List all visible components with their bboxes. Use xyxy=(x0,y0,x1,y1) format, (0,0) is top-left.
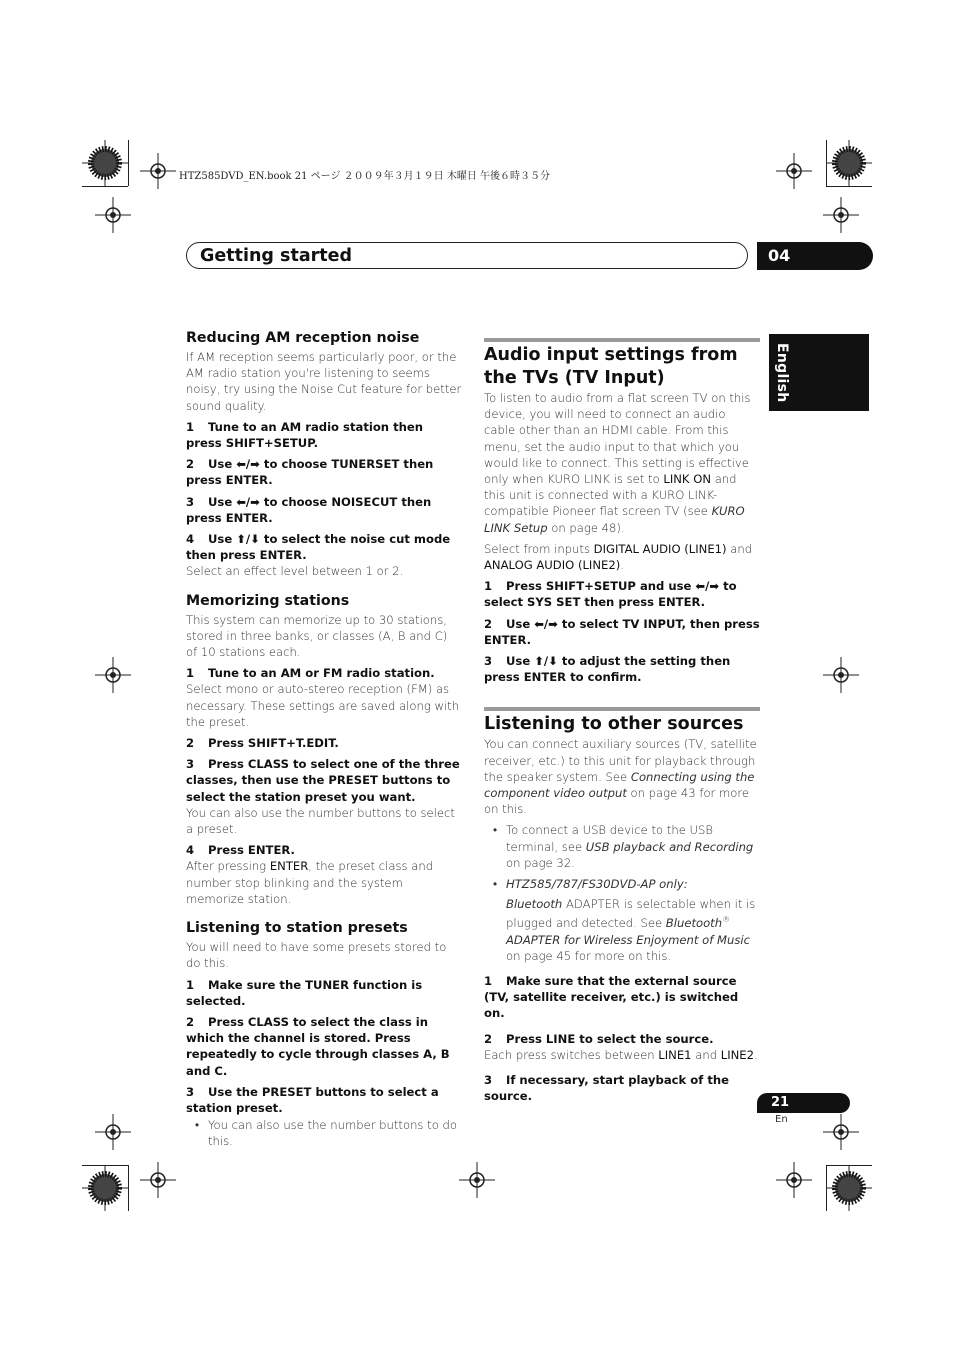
memorizing-step-1-note: Select mono or auto-stereo reception (FM) as necessary. These settings are saved along with the preset. xyxy=(186,682,460,729)
other-sources-step-2-note xyxy=(484,1047,760,1063)
text: ADAPTER is selectable when it is plugged and detected. See xyxy=(506,897,756,931)
text: on page 32. xyxy=(506,855,575,870)
registered-mark: ® xyxy=(722,915,731,925)
memorizing-step-4 xyxy=(186,842,462,858)
heading-memorizing-stations: Memorizing stations xyxy=(186,592,350,609)
text: on page 45 for more on this. xyxy=(506,948,672,963)
memorizing-step-1 xyxy=(186,665,462,681)
crosshair-mark-upper-right xyxy=(823,197,859,233)
step-text: Press LINE to select the source. xyxy=(506,1031,714,1046)
text: . xyxy=(620,558,624,573)
step-text: Use ⬆/⬇ to adjust the setting then press ENTER to confirm. xyxy=(484,654,731,685)
step-number: 2 xyxy=(186,457,195,472)
bullet-dot: • xyxy=(493,823,498,838)
model-note: HTZ585/787/FS30DVD-AP only: xyxy=(506,877,688,892)
other-sources-step-1 xyxy=(484,973,760,1022)
trim-line-br-v xyxy=(826,1165,827,1211)
audio-input-intro xyxy=(484,390,760,536)
audio-input-step-2 xyxy=(484,616,760,648)
step-number: 3 xyxy=(186,757,195,772)
trim-line-bl-v xyxy=(128,1165,129,1211)
step-text: Press ENTER. xyxy=(208,843,295,858)
crosshair-mark-bottom-right xyxy=(776,1162,812,1198)
registration-mark-bottom-left-disc xyxy=(82,1165,128,1211)
page-language: En xyxy=(775,1114,788,1125)
heading-audio-input-settings: Audio input settings from the TVs (TV Input) xyxy=(484,345,738,388)
listening-bullet xyxy=(186,1117,462,1149)
reducing-step-4 xyxy=(186,531,462,563)
chapter-number: 04 xyxy=(768,246,791,265)
step-text: Press CLASS to select one of the three classes, then use the PRESET buttons to select the station preset you want. xyxy=(186,757,460,804)
text: Each press switches between xyxy=(484,1047,659,1062)
note-key: ENTER xyxy=(269,859,309,874)
audio-input-step-3 xyxy=(484,653,760,685)
cross-reference: KURO LINK Setup xyxy=(484,504,745,535)
text-key: LINE2 xyxy=(720,1047,755,1062)
reducing-step-2 xyxy=(186,456,462,488)
step-text: Use ⬅/➡ to select TV INPUT, then press ENTER. xyxy=(484,616,760,647)
page-number: 21 xyxy=(771,1095,790,1110)
crosshair-mark-upper-left xyxy=(95,197,131,233)
registration-mark-top-right-disc xyxy=(826,140,872,186)
left-column xyxy=(186,329,462,1150)
text: You can connect auxiliary sources (TV, satellite receiver, etc.) to this unit for playback through the speaker system. See xyxy=(484,737,757,784)
step-number: 2 xyxy=(484,616,493,631)
registration-mark-top-left-disc xyxy=(82,140,128,186)
section-title: Getting started xyxy=(200,246,353,266)
listening-intro: You will need to have some presets stored to do this. xyxy=(186,940,447,971)
chapter-number-tab xyxy=(757,242,873,270)
reducing-step-3 xyxy=(186,494,462,526)
text: To listen to audio from a flat screen TV on this device, you will need to connect an audio cable other than an HDMI cable. From this menu, set the audio input to that which you would like to connect. This setting is effective only when KURO LINK is set to xyxy=(484,391,751,487)
other-sources-step-2 xyxy=(484,1031,760,1047)
section-rule xyxy=(484,707,760,711)
step-text: Press SHIFT+SETUP and use ⬅/➡ to select SYS SET then press ENTER. xyxy=(484,579,737,610)
step-number: 3 xyxy=(186,1084,195,1099)
crosshair-mark-middle-left xyxy=(95,657,131,693)
step-number: 2 xyxy=(186,1014,195,1029)
trim-line-br-h xyxy=(826,1165,872,1166)
memorizing-step-2 xyxy=(186,735,462,751)
bullet-dot: • xyxy=(493,877,498,892)
other-sources-step-3 xyxy=(484,1072,760,1104)
text: on page 48). xyxy=(547,520,625,535)
language-tab xyxy=(769,334,869,411)
text: Select from inputs xyxy=(484,541,594,556)
step-number: 4 xyxy=(186,532,195,547)
step-number: 3 xyxy=(484,1072,493,1087)
other-sources-intro xyxy=(484,736,760,817)
step-number: 1 xyxy=(484,579,493,594)
trim-line-tl-v xyxy=(128,140,129,186)
step-text: Make sure that the external source (TV, satellite receiver, etc.) is switched on. xyxy=(484,973,739,1021)
crosshair-mark-lower-right xyxy=(823,1114,859,1150)
note-text: , the preset class and number stop blinking and the system memorize station. xyxy=(186,859,434,906)
step-number: 2 xyxy=(484,1031,493,1046)
crosshair-mark-lower-left xyxy=(95,1114,131,1150)
text: Bluetooth xyxy=(506,897,563,912)
crosshair-mark-top-right xyxy=(776,153,812,189)
step-text: Use ⬅/➡ to choose NOISECUT then press ENTER. xyxy=(186,494,432,525)
text: To connect a USB device to the USB terminal, see xyxy=(506,823,713,854)
text: and this unit is connected with a KURO LINK-compatible Pioneer flat screen TV (see xyxy=(484,472,737,519)
step-text: If necessary, start playback of the source. xyxy=(484,1072,729,1104)
text: . xyxy=(754,1047,758,1062)
step-text: Press SHIFT+T.EDIT. xyxy=(208,736,339,751)
listening-step-3 xyxy=(186,1084,462,1116)
text-key: LINK ON xyxy=(663,472,712,487)
step-text: Tune to an AM radio station then press SHIFT+SETUP. xyxy=(186,419,424,451)
memorizing-step-3-note: You can also use the number buttons to select a preset. xyxy=(186,805,455,837)
trim-line-tr-v xyxy=(826,140,827,186)
cross-reference: Bluetooth xyxy=(665,916,723,931)
heading-listening-other-sources: Listening to other sources xyxy=(484,714,744,735)
text: on page 43 for more on this. xyxy=(484,786,750,817)
memorizing-step-3 xyxy=(186,756,462,805)
text-key: LINE1 xyxy=(658,1047,692,1062)
trim-line-tr-h xyxy=(826,186,872,187)
cross-reference: Connecting using the component video output xyxy=(484,769,755,801)
other-sources-bullet-usb xyxy=(484,822,760,871)
cross-reference: ADAPTER for Wireless Enjoyment of Music xyxy=(506,932,750,947)
print-slug-line: HTZ585DVD_EN.book 21 ページ ２００９年３月１９日 木曜日 午後６時３５分 xyxy=(179,171,551,182)
audio-input-select xyxy=(484,541,760,573)
step-number: 1 xyxy=(186,977,195,992)
language-tab-label: English xyxy=(774,343,790,403)
step-text: Tune to an AM or FM radio station. xyxy=(208,666,435,681)
other-sources-bullet-bluetooth xyxy=(484,876,760,964)
step-number: 1 xyxy=(186,419,195,434)
heading-listening-presets: Listening to station presets xyxy=(186,920,408,937)
text-key: ANALOG AUDIO (LINE2) xyxy=(484,558,621,573)
step-text: Press CLASS to select the class in which the channel is stored. Press repeatedly to cycle through classes A, B and C. xyxy=(186,1014,450,1078)
text-key: DIGITAL AUDIO (LINE1) xyxy=(593,541,727,556)
memorizing-step-4-note xyxy=(186,858,462,907)
listening-step-1 xyxy=(186,977,462,1009)
crosshair-mark-bottom-left xyxy=(140,1162,176,1198)
step-number: 2 xyxy=(186,736,195,751)
step-number: 4 xyxy=(186,843,195,858)
step-number: 3 xyxy=(484,654,493,669)
section-rule xyxy=(484,338,760,342)
step-text: Use ⬅/➡ to choose TUNERSET then press ENTER. xyxy=(186,457,434,488)
page-number-tab xyxy=(757,1093,850,1113)
step-text: Use the PRESET buttons to select a station preset. xyxy=(186,1084,439,1115)
step-number: 1 xyxy=(186,666,195,681)
section-header-bar xyxy=(186,242,748,269)
reducing-step-1 xyxy=(186,419,462,451)
step-number: 3 xyxy=(186,494,195,509)
reducing-step-4-note: Select an effect level between 1 or 2. xyxy=(186,564,404,579)
crosshair-mark-middle-right xyxy=(823,657,859,693)
step-text: Make sure the TUNER function is selected. xyxy=(186,977,423,1008)
crosshair-mark-bottom-center xyxy=(459,1162,495,1198)
step-text: Use ⬆/⬇ to select the noise cut mode then press ENTER. xyxy=(186,532,451,563)
right-column xyxy=(484,338,760,1104)
note-text: After pressing xyxy=(186,859,270,874)
registration-mark-bottom-right-disc xyxy=(826,1165,872,1211)
text: and xyxy=(726,541,753,556)
bullet-text: You can also use the number buttons to do this. xyxy=(208,1118,457,1149)
reducing-intro: If AM reception seems particularly poor, or the AM radio station you're listening to seems noisy, try using the Noise Cut feature for better sound quality. xyxy=(186,350,462,413)
trim-line-bl-h xyxy=(82,1165,128,1166)
step-number: 1 xyxy=(484,973,493,988)
audio-input-step-1 xyxy=(484,578,760,610)
crosshair-mark-top-left xyxy=(140,153,176,189)
trim-line-tl-h xyxy=(82,186,128,187)
listening-step-2 xyxy=(186,1014,462,1079)
memorizing-intro: This system can memorize up to 30 stations, stored in three banks, or classes (A, B and C) of 10 stations each. xyxy=(186,612,448,660)
cross-reference: USB playback and Recording xyxy=(585,839,754,854)
heading-reducing-am-noise: Reducing AM reception noise xyxy=(186,330,420,346)
text: and xyxy=(691,1047,721,1062)
bullet-dot: • xyxy=(195,1118,200,1133)
